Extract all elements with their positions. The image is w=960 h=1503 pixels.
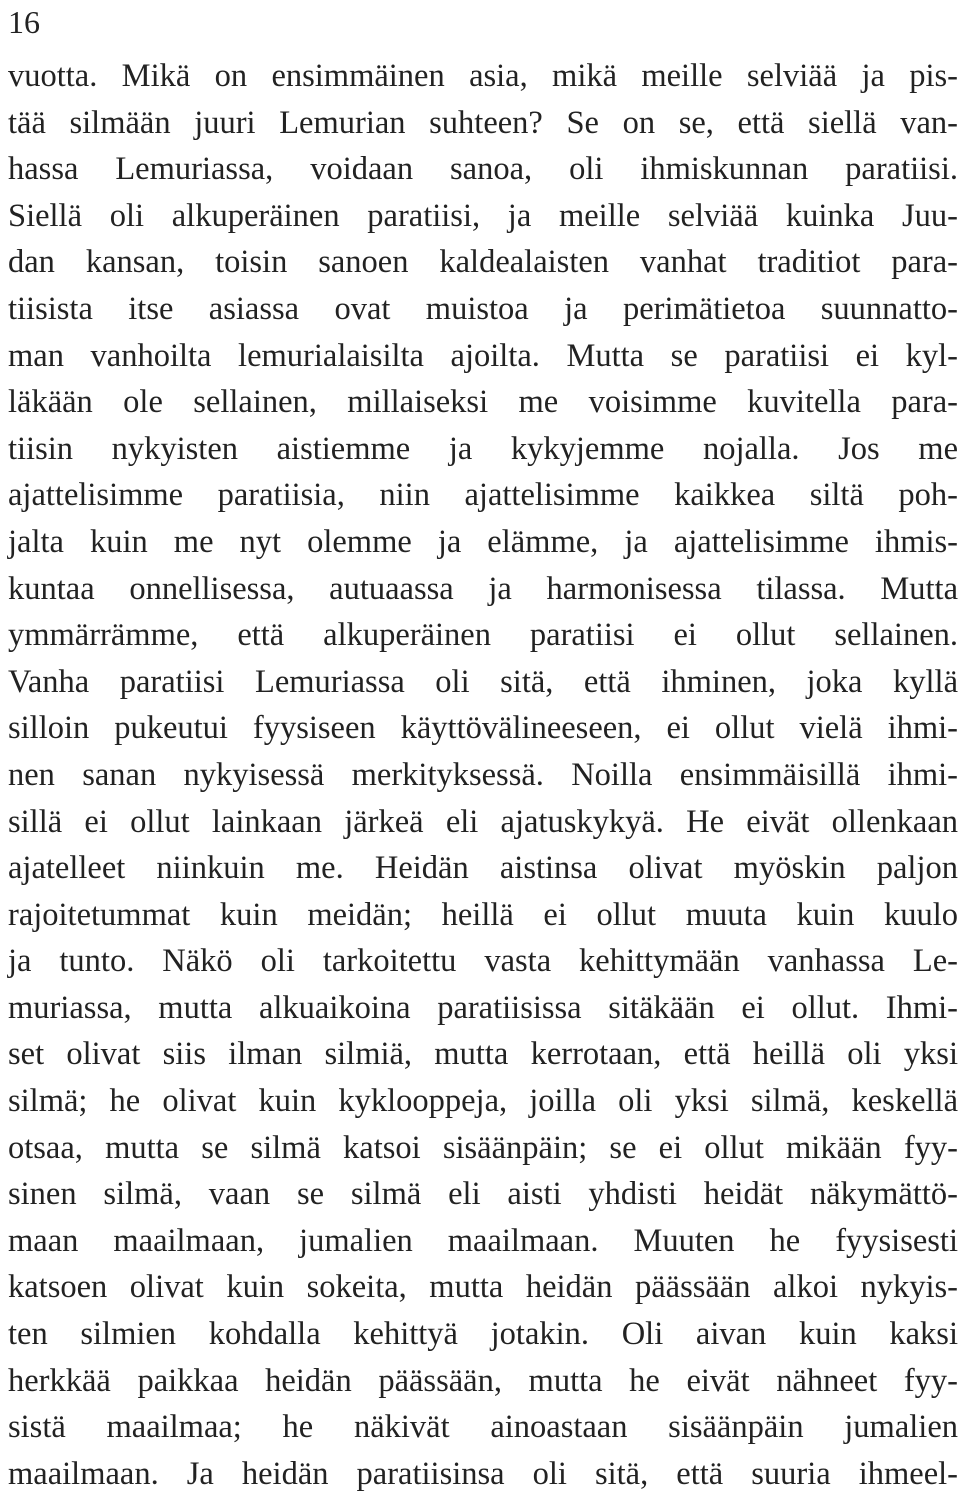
- text-line: silloin pukeutui fyysiseen käyttövälineeseen, ei ollut vielä ihmi-: [8, 710, 958, 747]
- text-line: ajatelleet niinkuin me. Heidän aistinsa olivat myöskin paljon: [8, 850, 958, 887]
- text-line: man vanhoilta lemurialaisilta ajoilta. Mutta se paratiisi ei kyl-: [8, 337, 958, 374]
- text-line: sillä ei ollut lainkaan järkeä eli ajatuskykyä. He eivät ollenkaan: [8, 803, 958, 840]
- text-line: silmä; he olivat kuin kyklooppeja, joilla oli yksi silmä, keskellä: [8, 1083, 958, 1120]
- text-line: herkkää paikkaa heidän päässään, mutta he eivät nähneet fyy-: [8, 1362, 958, 1399]
- text-line: maailmaan. Ja heidän paratiisinsa oli sitä, että suuria ihmeel-: [8, 1455, 958, 1492]
- text-line: Vanha paratiisi Lemuriassa oli sitä, että ihminen, joka kyllä: [8, 663, 958, 700]
- text-line: sinen silmä, vaan se silmä eli aisti yhdisti heidät näkymättö-: [8, 1176, 958, 1213]
- text-line: ja tunto. Näkö oli tarkoitettu vasta kehittymään vanhassa Le-: [8, 943, 958, 980]
- text-line: jalta kuin me nyt olemme ja elämme, ja ajattelisimme ihmis-: [8, 523, 958, 560]
- text-line: ymmärrämme, että alkuperäinen paratiisi ei ollut sellainen.: [8, 617, 958, 654]
- text-line: vuotta. Mikä on ensimmäinen asia, mikä meille selviää ja pis-: [8, 58, 958, 94]
- text-line: otsaa, mutta se silmä katsoi sisäänpäin; se ei ollut mikään fyy-: [8, 1129, 958, 1166]
- text-line: hassa Lemuriassa, voidaan sanoa, oli ihmiskunnan paratiisi.: [8, 151, 958, 188]
- text-line: set olivat siis ilman silmiä, mutta kerrotaan, että heillä oli yksi: [8, 1036, 958, 1073]
- text-line: rajoitetummat kuin meidän; heillä ei ollut muuta kuin kuulo: [8, 896, 958, 933]
- text-line: Siellä oli alkuperäinen paratiisi, ja meille selviää kuinka Juu-: [8, 197, 958, 234]
- text-line: maan maailmaan, jumalien maailmaan. Muuten he fyysisesti: [8, 1222, 958, 1259]
- body-paragraph: [8, 53, 958, 1497]
- text-line: ten silmien kohdalla kehittyä jotakin. Oli aivan kuin kaksi: [8, 1316, 958, 1353]
- text-line: kuntaa onnellisessa, autuaassa ja harmonisessa tilassa. Mutta: [8, 570, 958, 607]
- text-line: sistä maailmaa; he näkivät ainoastaan sisäänpäin jumalien: [8, 1409, 958, 1446]
- text-line: läkään ole sellainen, millaiseksi me voisimme kuvitella para-: [8, 384, 958, 421]
- text-line: nen sanan nykyisessä merkityksessä. Noilla ensimmäisillä ihmi-: [8, 756, 958, 793]
- text-line: ajattelisimme paratiisia, niin ajattelisimme kaikkea siltä poh-: [8, 477, 958, 514]
- text-line: katsoen olivat kuin sokeita, mutta heidän päässään alkoi nykyis-: [8, 1269, 958, 1306]
- text-line: tää silmään juuri Lemurian suhteen? Se on se, että siellä van-: [8, 104, 958, 141]
- text-line: dan kansan, toisin sanoen kaldealaisten vanhat traditiot para-: [8, 244, 958, 281]
- text-line: muriassa, mutta alkuaikoina paratiisissa sitäkään ei ollut. Ihmi-: [8, 989, 958, 1026]
- text-line: tiisista itse asiassa ovat muistoa ja perimätietoa suunnatto-: [8, 290, 958, 327]
- text-line: tiisin nykyisten aistiemme ja kykyjemme nojalla. Jos me: [8, 430, 958, 467]
- page-number: 16: [8, 4, 40, 40]
